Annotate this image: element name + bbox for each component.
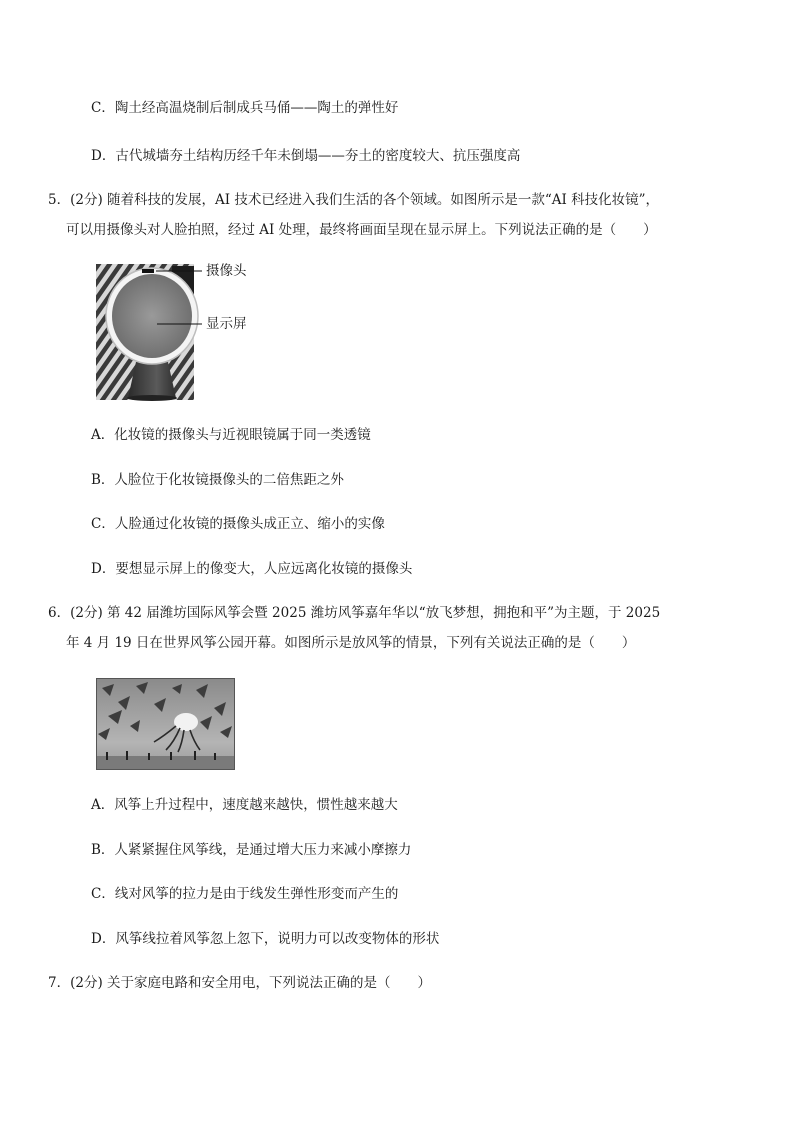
ai-mirror-illustration [96, 264, 266, 402]
q6-stem-line2: 年 4 月 19 日在世界风筝公园开幕。如图所示是放风筝的情景，下列有关说法正确的是（ ） [66, 635, 636, 651]
q5-option-b: B．人脸位于化妆镜摄像头的二倍焦距之外 [91, 472, 344, 488]
camera-lens [142, 269, 154, 273]
q4-option-d: D．古代城墙夯土结构历经千年未倒塌——夯土的密度较大、抗压强度高 [91, 148, 521, 164]
q6-figure-kite-photo [96, 678, 235, 770]
q5-option-c: C．人脸通过化妆镜的摄像头成正立、缩小的实像 [91, 516, 385, 532]
display-screen [112, 274, 192, 358]
q5-figure-ai-mirror [96, 264, 266, 402]
q4-option-c: C．陶土经高温烧制后制成兵马俑——陶土的弹性好 [91, 100, 399, 116]
q6-stem-line1: 6．(2分) 第 42 届潍坊国际风筝会暨 2025 潍坊风筝嘉年华以“放飞梦想，拥抱和平”为主题，于 2025 [48, 605, 661, 621]
q6-option-c: C．线对风筝的拉力是由于线发生弹性形变而产生的 [91, 886, 399, 902]
q5-option-a: A．化妆镜的摄像头与近视眼镜属于同一类透镜 [91, 427, 371, 443]
q5-stem-line2: 可以用摄像头对人脸拍照，经过 AI 处理，最终将画面呈现在显示屏上。下列说法正确的是（ ） [66, 222, 657, 238]
q6-option-d: D．风筝线拉着风筝忽上忽下，说明力可以改变物体的形状 [91, 931, 440, 947]
q7-stem: 7．(2分) 关于家庭电路和安全用电，下列说法正确的是（ ） [48, 975, 432, 991]
q5-option-d: D．要想显示屏上的像变大，人应远离化妆镜的摄像头 [91, 561, 413, 577]
camera-label: 摄像头 [206, 263, 247, 279]
kite-flying-photo [96, 678, 235, 770]
mirror-stand [128, 362, 176, 398]
q6-option-b: B．人紧紧握住风筝线，是通过增大压力来减小摩擦力 [91, 842, 412, 858]
screen-label: 显示屏 [206, 316, 247, 332]
q6-option-a: A．风筝上升过程中，速度越来越快，惯性越来越大 [91, 797, 398, 813]
q5-stem-line1: 5．(2分) 随着科技的发展，AI 技术已经进入我们生活的各个领域。如图所示是一款“AI 科技化妆镜”， [48, 192, 660, 208]
